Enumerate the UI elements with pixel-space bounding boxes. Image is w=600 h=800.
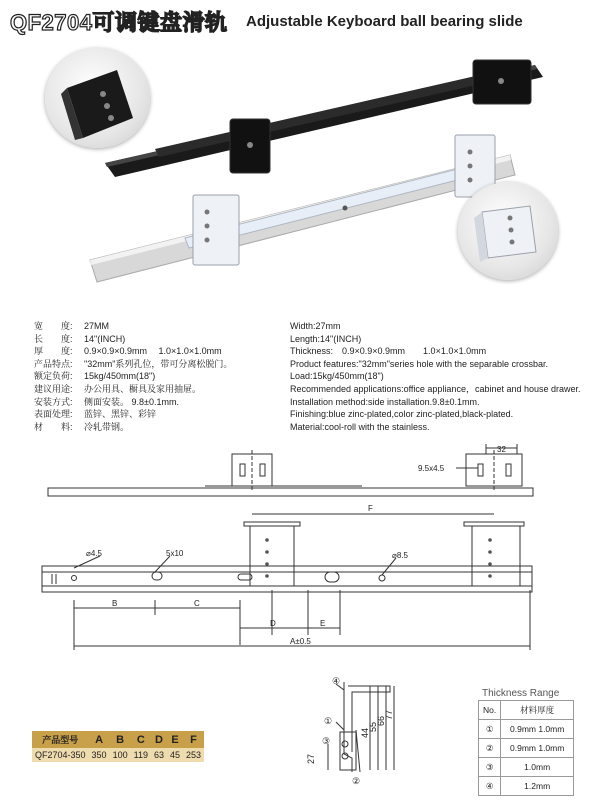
spec-install-en: Installation method:side installation.9.8±0.1mm. bbox=[290, 396, 480, 407]
spec-width-en: Width:27mm bbox=[290, 321, 341, 331]
spec-usage-cn: 建议用途: 办公用具、橱具及家用抽屉。 bbox=[34, 383, 202, 394]
dim-value-c: 119 bbox=[131, 748, 151, 762]
dim-header-d: D bbox=[151, 731, 167, 748]
thk-header-no: No. bbox=[479, 701, 501, 720]
spec-features-cn: 产品特点: "32mm"系列孔位，带可分离松脱门。 bbox=[34, 358, 233, 369]
spec-finish-cn: 表面处理: 蓝锌、黑锌、彩锌 bbox=[34, 409, 157, 420]
spec-finish-en: Finishing:blue zinc-plated,color zinc-plated,black-plated. bbox=[290, 409, 514, 420]
model-title: QF2704可调键盘滑轨 bbox=[10, 10, 228, 35]
section-dim-27: 27 bbox=[306, 753, 316, 764]
dim-value-d: 63 bbox=[151, 748, 167, 762]
black-bracket-detail bbox=[45, 48, 150, 148]
dim-label-hole-8-5: ⌀8.5 bbox=[392, 551, 408, 560]
dim-label-c: C bbox=[194, 599, 200, 608]
table-row bbox=[479, 777, 574, 796]
section-dim-55: 55 bbox=[368, 721, 378, 732]
section-dim-44: 44 bbox=[360, 727, 370, 738]
dimension-table bbox=[32, 731, 204, 762]
dim-header-a: A bbox=[89, 731, 110, 748]
dim-value-f: 253 bbox=[183, 748, 204, 762]
dim-label-d: D bbox=[270, 619, 276, 628]
dim-value-model: QF2704-350 bbox=[32, 748, 89, 762]
thickness-range-title: Thickness Range bbox=[482, 688, 560, 699]
table-row bbox=[479, 720, 574, 739]
dim-label-f: F bbox=[368, 504, 373, 513]
dim-label-slot-top: 9.5x4.5 bbox=[418, 464, 445, 473]
spec-length-cn: 长 度: 14"(INCH) bbox=[34, 333, 126, 344]
thk-no-4: ④ bbox=[479, 777, 501, 796]
dim-header-f: F bbox=[183, 731, 204, 748]
cross-section-drawing bbox=[300, 672, 420, 797]
product-title: Adjustable Keyboard ball bearing slide bbox=[246, 13, 523, 30]
spec-install-cn: 安装方式: 侧面安装。 9.8±0.1mm. bbox=[34, 396, 179, 407]
dim-value-a: 350 bbox=[89, 748, 110, 762]
dim-value-b: 100 bbox=[110, 748, 131, 762]
section-dim-66: 66 bbox=[376, 715, 386, 726]
spec-material-en: Material:cool-roll with the stainless. bbox=[290, 421, 430, 432]
thk-no-1: ① bbox=[479, 720, 501, 739]
dim-header-model: 产品型号 bbox=[32, 731, 89, 748]
spec-load-cn: 额定负荷: 15kg/450mm(18") bbox=[34, 371, 156, 382]
silver-bracket-detail bbox=[458, 182, 558, 280]
spec-material-cn: 材 料: 冷轧带钢。 bbox=[34, 421, 130, 432]
dim-header-b: B bbox=[110, 731, 131, 748]
thk-val-1: 0.9mm 1.0mm bbox=[501, 720, 574, 739]
spec-thickness-cn: 厚 度: 0.9×0.9×0.9mm 1.0×1.0×1.0mm bbox=[34, 346, 222, 357]
dim-label-hole-4-5: ⌀4.5 bbox=[86, 549, 102, 558]
section-label-1: ① bbox=[324, 716, 333, 726]
section-label-2: ② bbox=[352, 776, 361, 786]
dim-label-e: E bbox=[320, 619, 326, 628]
technical-drawing bbox=[0, 440, 600, 660]
dim-label-b: B bbox=[112, 599, 118, 608]
thickness-table-header bbox=[479, 701, 574, 720]
spec-list-en bbox=[290, 320, 581, 433]
table-row bbox=[479, 758, 574, 777]
side-bracket-right bbox=[472, 526, 520, 586]
section-label-4: ④ bbox=[332, 676, 341, 686]
dim-label-slot-5x10: 5x10 bbox=[166, 549, 184, 558]
section-dim-77: 77 bbox=[384, 709, 394, 720]
dimension-table-header bbox=[32, 731, 204, 748]
dim-label-32: 32 bbox=[497, 445, 506, 454]
thk-header-thickness: 材料厚度 bbox=[501, 701, 574, 720]
spec-length-en: Length:14"(INCH) bbox=[290, 333, 362, 344]
spec-thickness-en: Thickness: 0.9×0.9×0.9mm 1.0×1.0×1.0mm bbox=[290, 346, 487, 357]
section-label-3: ③ bbox=[322, 736, 331, 746]
dim-header-e: E bbox=[167, 731, 183, 748]
thk-val-3: 1.0mm bbox=[501, 758, 574, 777]
thk-val-4: 1.2mm bbox=[501, 777, 574, 796]
spec-width-cn: 宽 度: 27MM bbox=[34, 321, 110, 331]
spec-list-cn bbox=[34, 320, 232, 433]
thk-no-2: ② bbox=[479, 739, 501, 758]
thk-val-2: 0.9mm 1.0mm bbox=[501, 739, 574, 758]
side-bracket-left bbox=[250, 526, 294, 586]
dim-header-c: C bbox=[131, 731, 151, 748]
spec-usage-en: Recommended applications:office appliance，cabinet and house drawer. bbox=[290, 383, 581, 394]
spec-features-en: Product features:"32mm"series hole with the separable crossbar. bbox=[290, 358, 549, 369]
dim-label-a: A±0.5 bbox=[290, 637, 311, 646]
thickness-range-table bbox=[478, 700, 574, 796]
spec-load-en: Load:15kg/450mm(18") bbox=[290, 371, 384, 382]
thk-no-3: ③ bbox=[479, 758, 501, 777]
table-row bbox=[479, 739, 574, 758]
dimension-table-row bbox=[32, 748, 204, 762]
top-view-rail bbox=[48, 488, 533, 496]
dim-value-e: 45 bbox=[167, 748, 183, 762]
side-view-rail bbox=[42, 566, 532, 592]
